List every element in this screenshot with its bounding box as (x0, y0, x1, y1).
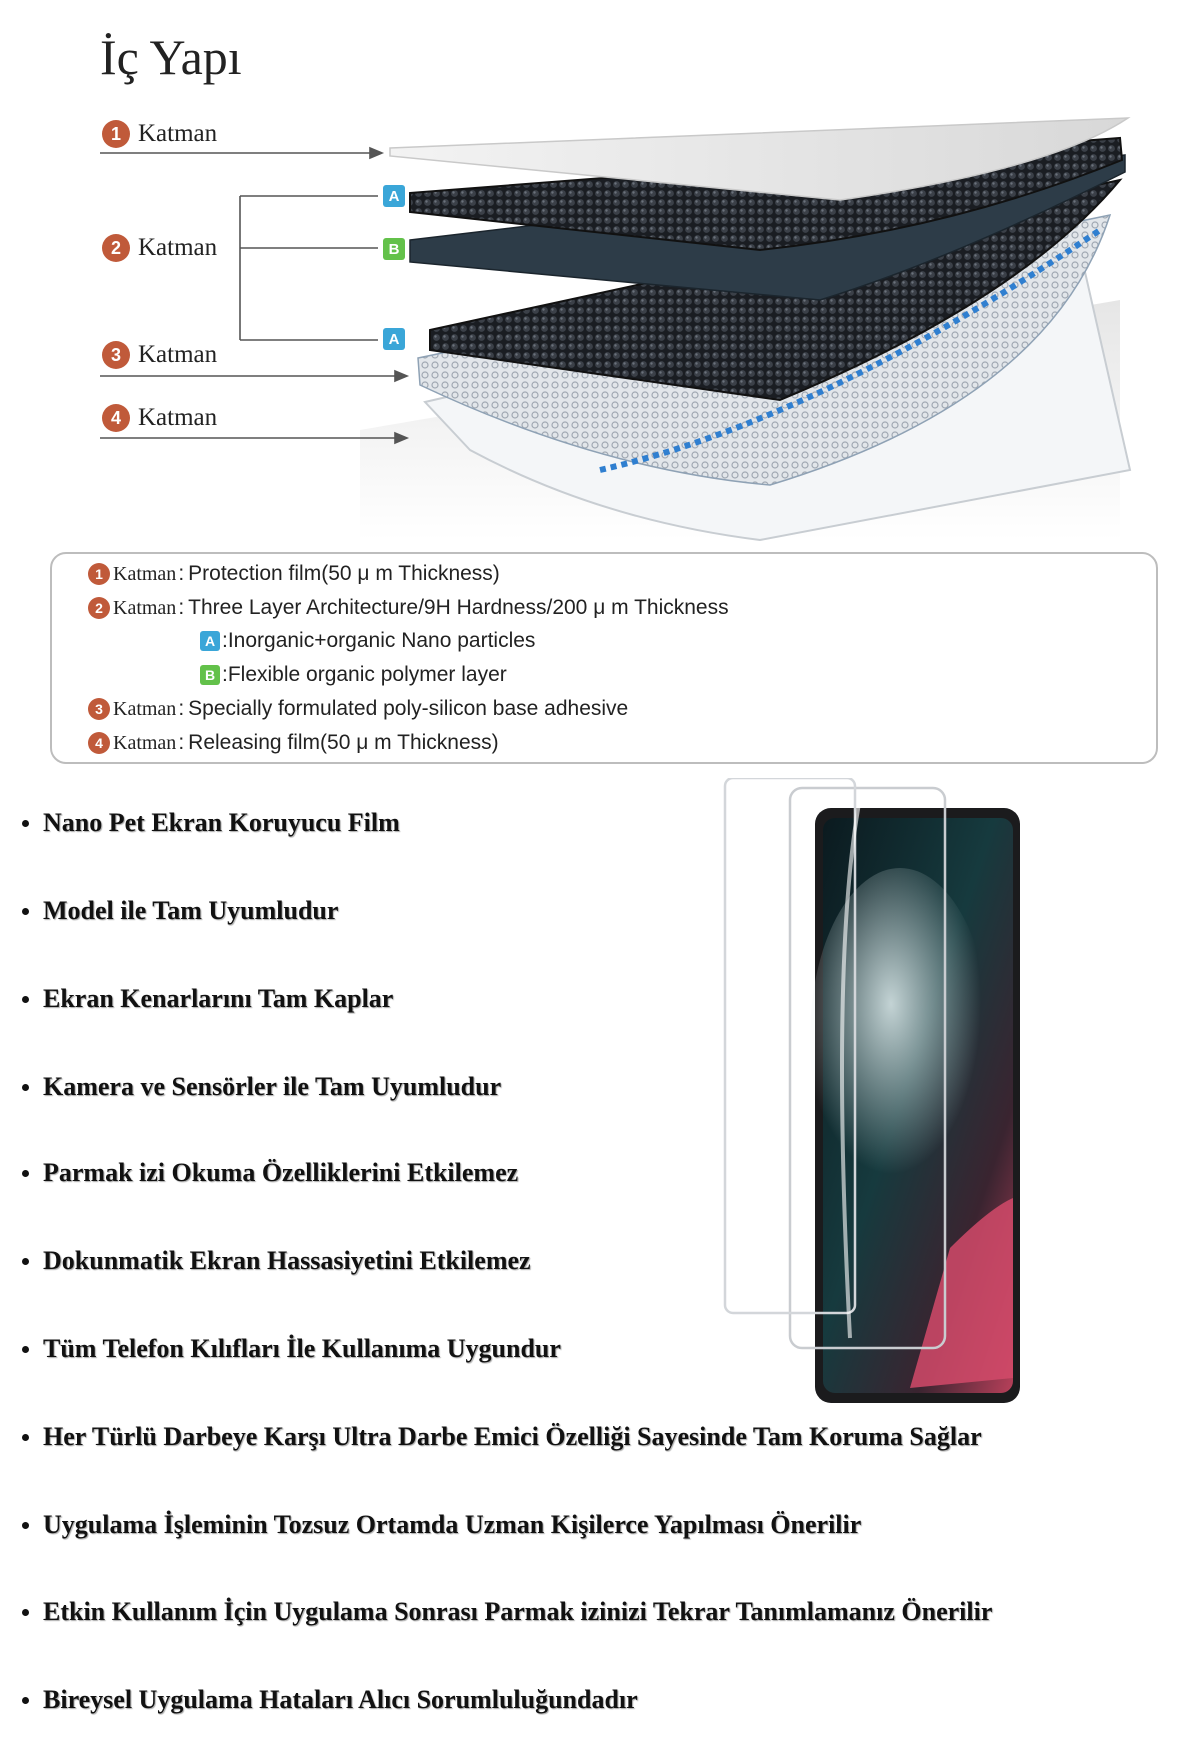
page-title: İç Yapı (100, 29, 242, 85)
feature-item (22, 1685, 638, 1715)
legend-row-3-word: Katman (113, 697, 177, 720)
feature-item (22, 1246, 531, 1276)
feature-text: Kamera ve Sensörler ile Tam Uyumludur (43, 1072, 502, 1101)
feature-text: Tüm Telefon Kılıfları İle Kullanıma Uygundur (43, 1334, 561, 1363)
feature-text: Model ile Tam Uyumludur (43, 896, 339, 925)
feature-text: Ekran Kenarlarını Tam Kaplar (43, 984, 394, 1013)
bullet-icon (22, 996, 29, 1003)
legend-row-4-text: Releasing film(50 μ m Thickness) (188, 731, 499, 754)
legend-row-3: 3 Katman : Specially formulated poly-silicon base adhesive (88, 697, 628, 721)
layer-3-number: 3 (102, 341, 130, 369)
feature-text: Uygulama İşleminin Tozsuz Ortamda Uzman Kişilerce Yapılması Önerilir (43, 1510, 862, 1539)
legend-row-2-text: Three Layer Architecture/9H Hardness/200 μ m Thickness (188, 596, 729, 619)
tag-a-lower: A (383, 328, 405, 350)
feature-item (22, 984, 393, 1014)
layer-4-text: Katman (138, 404, 218, 431)
feature-text: Nano Pet Ekran Koruyucu Film (43, 808, 400, 837)
legend-row-b (200, 663, 507, 687)
layer-2-number: 2 (102, 234, 130, 262)
layer-1-number: 1 (102, 120, 130, 148)
tag-b: B (383, 238, 405, 260)
legend-tag-a: A (200, 631, 220, 651)
bullet-icon (22, 1434, 29, 1441)
phone-illustration (720, 778, 1040, 1408)
bullet-icon (22, 908, 29, 915)
legend-row-a-text: :Inorganic+organic Nano particles (222, 629, 536, 652)
feature-item (22, 1510, 861, 1540)
bullet-icon (22, 1258, 29, 1265)
layer-4-label (102, 404, 217, 432)
legend-row-4-number: 4 (88, 732, 110, 754)
feature-item (22, 896, 338, 926)
bullet-icon (22, 1697, 29, 1704)
feature-item (22, 1158, 518, 1188)
legend-row-4-word: Katman (113, 731, 177, 754)
layer-1-text: Katman (138, 120, 218, 147)
layer-3-label (102, 341, 217, 369)
layer-3-text: Katman (138, 341, 218, 368)
layer-2-label (102, 234, 217, 262)
legend-row-2-word: Katman (113, 596, 177, 619)
feature-item (22, 1334, 561, 1364)
legend-row-2-number: 2 (88, 597, 110, 619)
layer-1-label (102, 120, 217, 148)
feature-text: Parmak izi Okuma Özelliklerini Etkilemez (43, 1158, 519, 1187)
legend-row-4: 4 Katman : Releasing film(50 μ m Thickness) (88, 731, 499, 755)
legend-row-1-word: Katman (113, 562, 177, 585)
bullet-icon (22, 820, 29, 827)
bullet-icon (22, 1084, 29, 1091)
legend-row-a (200, 629, 535, 653)
bullet-icon (22, 1522, 29, 1529)
feature-text: Etkin Kullanım İçin Uygulama Sonrası Parmak izinizi Tekrar Tanımlamanız Önerilir (43, 1597, 993, 1626)
feature-item (22, 808, 400, 838)
legend-row-3-text: Specially formulated poly-silicon base adhesive (188, 697, 629, 720)
legend-row-2: 2 Katman : Three Layer Architecture/9H Hardness/200 μ m Thickness (88, 596, 729, 620)
feature-item (22, 1072, 501, 1102)
bullet-icon (22, 1346, 29, 1353)
legend-row-1-number: 1 (88, 563, 110, 585)
feature-text: Her Türlü Darbeye Karşı Ultra Darbe Emici Özelliği Sayesinde Tam Koruma Sağlar (43, 1422, 982, 1451)
legend-row-3-number: 3 (88, 698, 110, 720)
layer-diagram (0, 0, 1200, 550)
layer-2-text: Katman (138, 234, 218, 261)
feature-item (22, 1422, 982, 1452)
legend-row-1-text: Protection film(50 μ m Thickness) (188, 562, 500, 585)
feature-item (22, 1597, 992, 1627)
feature-text: Bireysel Uygulama Hataları Alıcı Sorumluluğundadır (43, 1685, 638, 1714)
bullet-icon (22, 1170, 29, 1177)
layer-4-number: 4 (102, 404, 130, 432)
legend-row-b-text: :Flexible organic polymer layer (222, 663, 507, 686)
bullet-icon (22, 1609, 29, 1616)
legend-tag-b: B (200, 665, 220, 685)
feature-text: Dokunmatik Ekran Hassasiyetini Etkilemez (43, 1246, 531, 1275)
legend-row-1: 1 Katman : Protection film(50 μ m Thickness) (88, 562, 500, 586)
tag-a-upper: A (383, 185, 405, 207)
